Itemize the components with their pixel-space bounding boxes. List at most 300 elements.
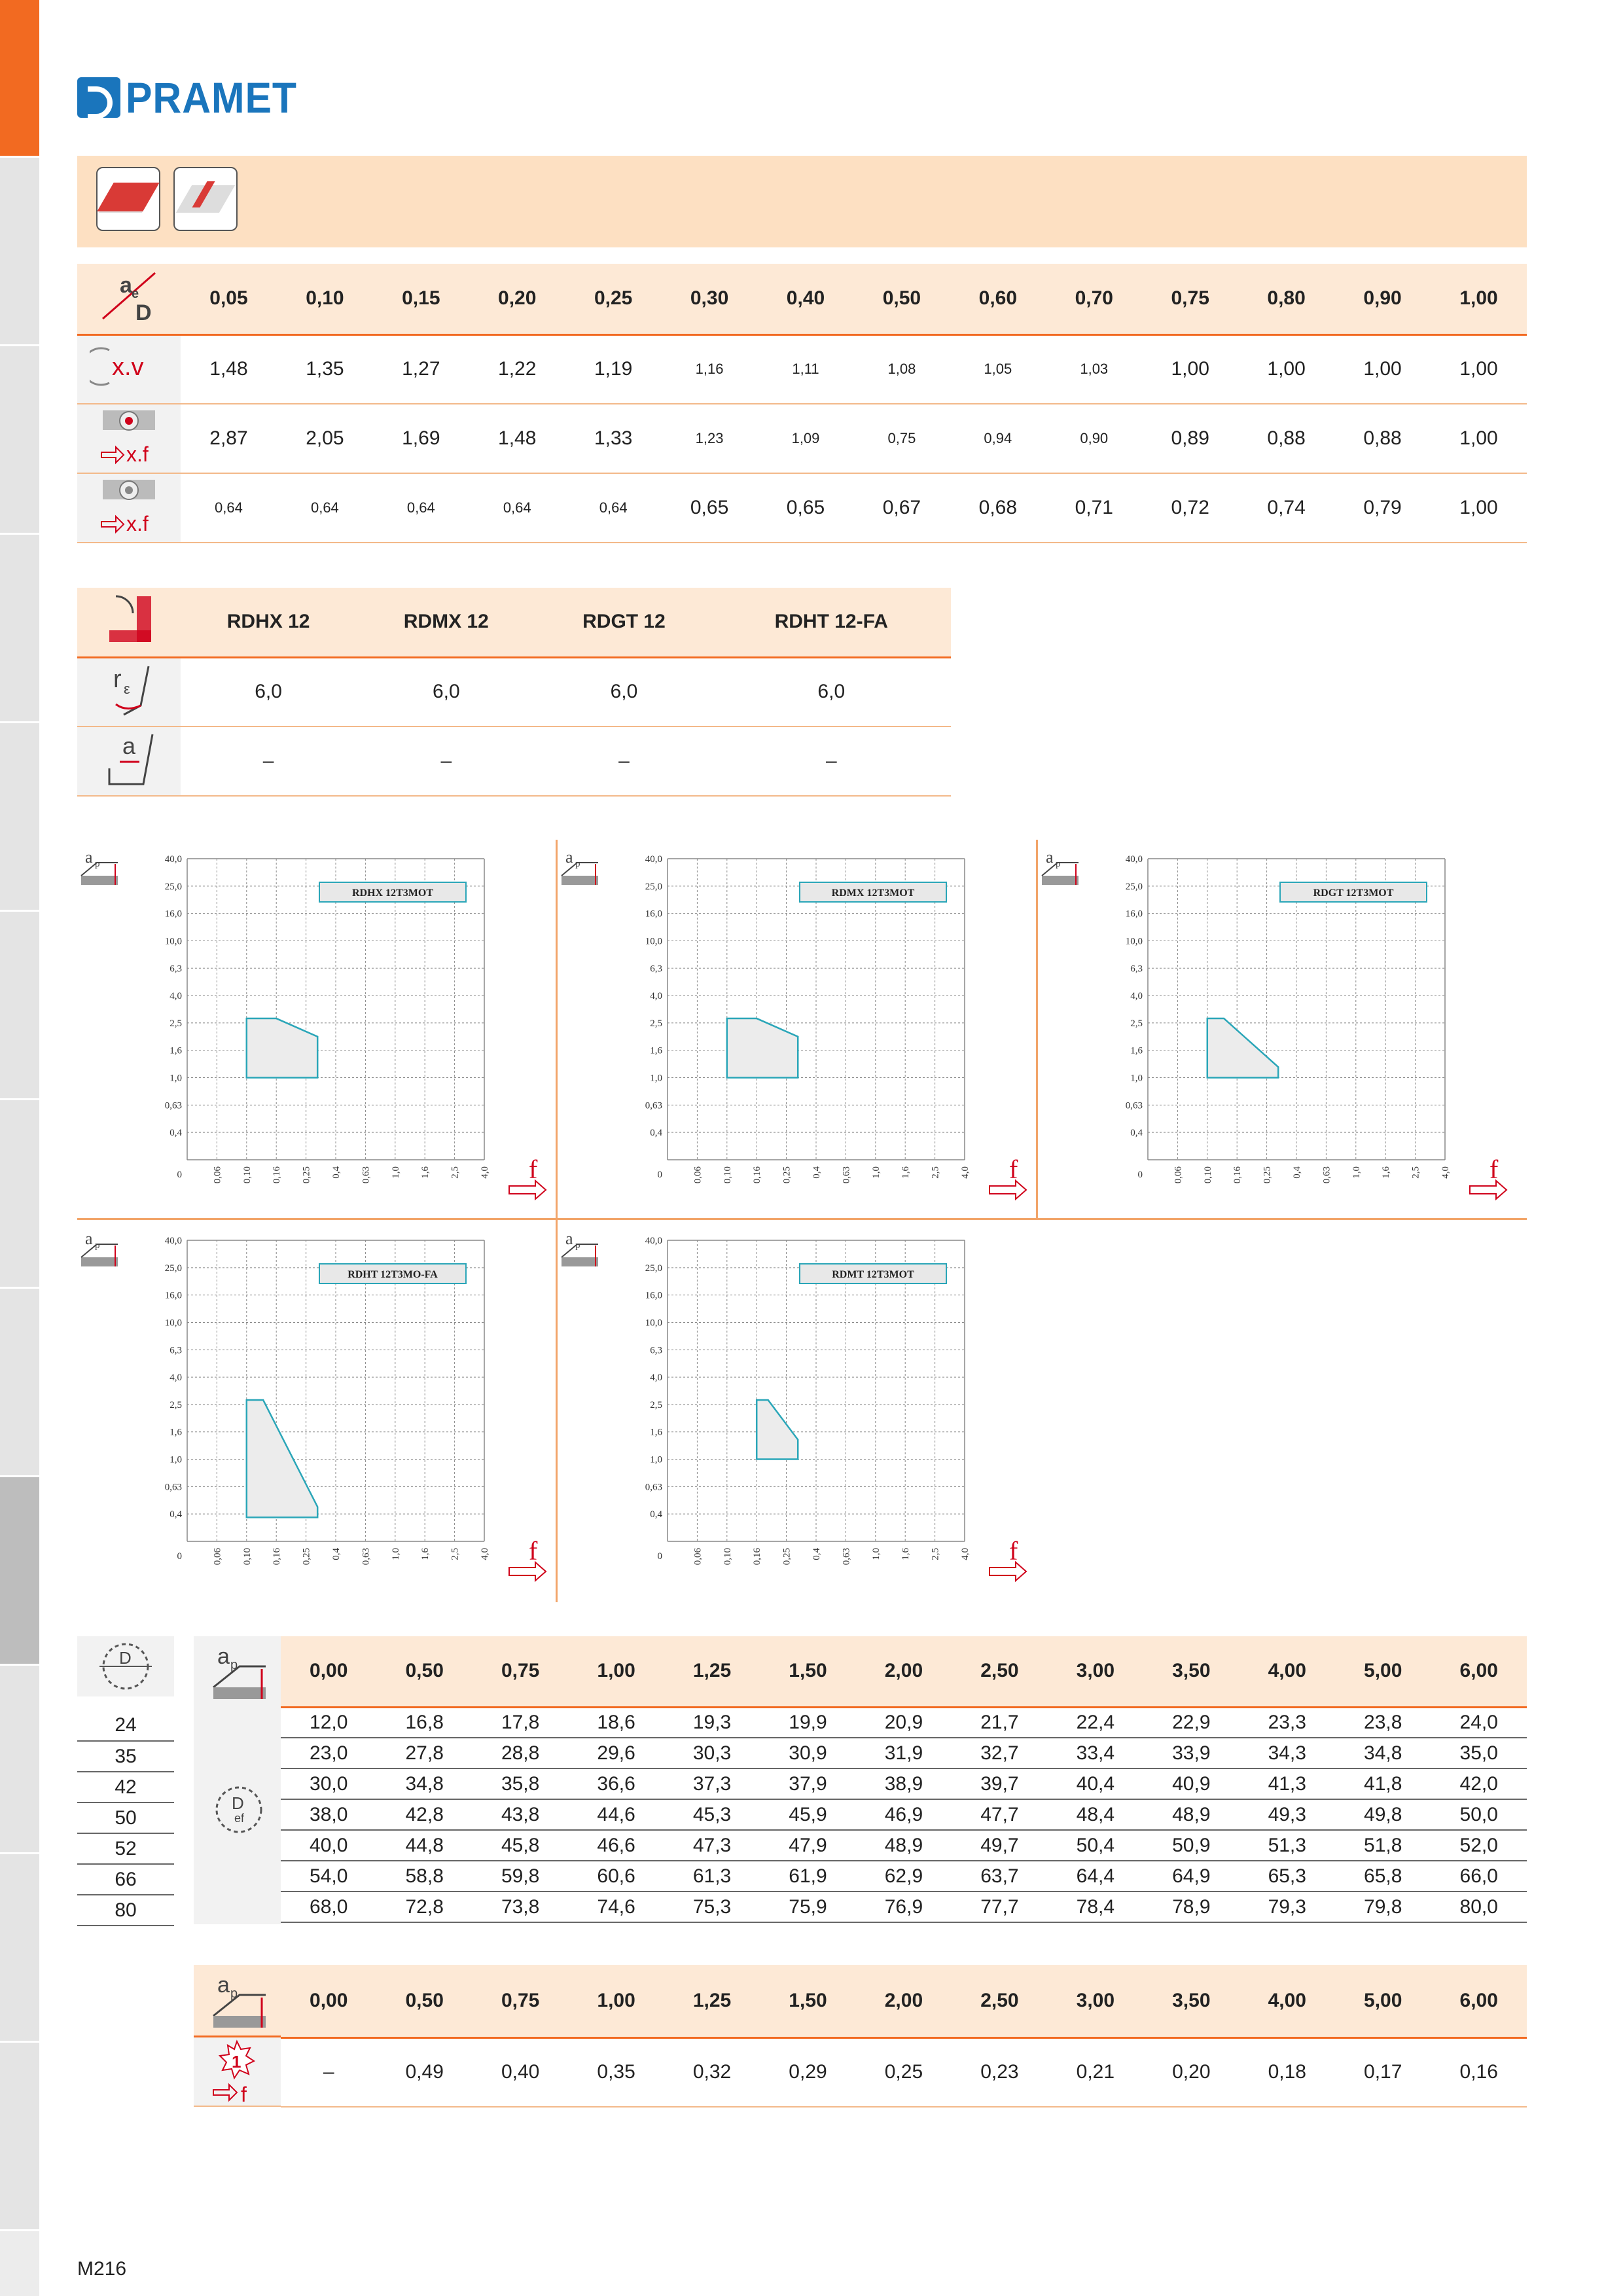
def-cell: 35,0 — [1431, 1738, 1527, 1768]
ae-ratio-header: 1,00 — [1431, 264, 1527, 334]
x-tick-label: 2,5 — [930, 1548, 941, 1560]
factor-cell: 1,48 — [181, 334, 277, 404]
factor-cell: 0,67 — [853, 473, 950, 543]
x-tick-label: 0,06 — [692, 1548, 704, 1566]
factor-cell: 0,74 — [1238, 473, 1334, 543]
y-tick-label: 16,0 — [645, 908, 662, 920]
def-cell: 61,3 — [664, 1861, 760, 1892]
x-tick-label: 0,16 — [752, 1166, 763, 1184]
side-tab[interactable] — [0, 346, 39, 535]
x-tick-label: 1,0 — [870, 1548, 882, 1560]
ap-header: 2,50 — [952, 1636, 1047, 1707]
factor-cell: 1,00 — [1334, 334, 1431, 404]
ap-header: 0,00 — [281, 1636, 376, 1707]
ap-header: 0,50 — [376, 1965, 472, 2037]
y-tick-label: 4,0 — [650, 1372, 662, 1384]
chamfer-width-icon — [77, 726, 181, 796]
diameter-icon-cell — [77, 1636, 174, 1696]
ap-header: 2,00 — [856, 1636, 952, 1707]
def-cell: 33,4 — [1048, 1738, 1143, 1768]
ap-header: 0,75 — [473, 1636, 568, 1707]
cutting-range-chart — [1038, 844, 1516, 1214]
x-tick-label: 0,63 — [841, 1166, 852, 1184]
insert-value-cell: – — [712, 726, 951, 796]
y-tick-label: 25,0 — [164, 1263, 182, 1274]
x-tick-label: 2,5 — [1410, 1166, 1421, 1179]
factor-cell: 1,19 — [565, 334, 662, 404]
def-cell: 41,8 — [1335, 1768, 1431, 1799]
x-tick-label: 0,4 — [812, 1166, 822, 1179]
x-tick-label: 0,06 — [212, 1166, 223, 1184]
x-tick-label: 0,63 — [841, 1548, 852, 1566]
svg-text:ef: ef — [234, 1812, 245, 1825]
y-tick-label: 25,0 — [645, 1263, 662, 1274]
def-cell: 22,4 — [1048, 1707, 1143, 1738]
def-cell: 47,3 — [664, 1830, 760, 1861]
factor-cell: 0,71 — [1046, 473, 1142, 543]
def-cell: 45,8 — [473, 1830, 568, 1861]
def-cell: 35,8 — [473, 1768, 568, 1799]
x-tick-label: 2,5 — [450, 1548, 461, 1560]
def-cell: 27,8 — [376, 1738, 472, 1768]
chart-grid — [187, 1240, 484, 1541]
factor-cell: 1,23 — [662, 404, 758, 473]
insert-value-cell: 6,0 — [536, 657, 711, 726]
x-axis-label: f — [1009, 1536, 1018, 1566]
factor-cell: 1,69 — [373, 404, 469, 473]
y-tick-label: 16,0 — [645, 1290, 662, 1301]
ap-header: 4,00 — [1240, 1636, 1335, 1707]
y-tick-label: 1,0 — [650, 1073, 662, 1084]
def-cell: 43,8 — [473, 1799, 568, 1830]
feed-arrow-icon — [990, 1181, 1026, 1199]
max-feed-cell: 0,35 — [568, 2037, 664, 2107]
chart-svg — [558, 1226, 1035, 1592]
factor-cell: 0,94 — [950, 404, 1046, 473]
chart-title: RDMX 12T3MOT — [831, 888, 915, 899]
def-cell: 48,9 — [856, 1830, 952, 1861]
x-tick-label: 0,06 — [692, 1166, 704, 1184]
factor-cell: 2,87 — [181, 404, 277, 473]
x-tick-label: 0,25 — [781, 1166, 793, 1184]
def-cell: 50,4 — [1048, 1830, 1143, 1861]
max-feed-cell: 0,29 — [760, 2037, 855, 2107]
page-number: M216 — [77, 2258, 127, 2280]
ap-header: 0,00 — [281, 1965, 376, 2037]
factor-cell: 1,33 — [565, 404, 662, 473]
x-tick-label: 0,06 — [212, 1548, 223, 1566]
ap-header: 3,00 — [1048, 1636, 1143, 1707]
face-milling-icon — [96, 167, 160, 231]
ap-depth-icon — [1042, 848, 1079, 885]
def-cell: 31,9 — [856, 1738, 952, 1768]
y-tick-label: 40,0 — [645, 1236, 662, 1246]
def-cell: 79,8 — [1335, 1892, 1431, 1922]
svg-text:a: a — [1046, 848, 1054, 867]
factor-cell: 1,05 — [950, 334, 1046, 404]
side-tab-active[interactable] — [0, 0, 39, 158]
def-cell: 59,8 — [473, 1861, 568, 1892]
x-tick-label: 1,0 — [390, 1548, 401, 1560]
y-tick-label: 10,0 — [645, 936, 662, 947]
side-tab[interactable] — [0, 1289, 39, 1477]
max-feed-icon — [194, 2037, 281, 2107]
side-tab[interactable] — [0, 2043, 39, 2231]
y-tick-label: 25,0 — [645, 881, 662, 892]
max-feed-cell: 0,18 — [1240, 2037, 1335, 2107]
svg-text:r: r — [113, 666, 122, 694]
def-cell: 66,0 — [1431, 1861, 1527, 1892]
y-tick-label: 6,3 — [1130, 963, 1143, 975]
x-tick-label: 2,5 — [930, 1166, 941, 1179]
y-tick-label: 1,0 — [169, 1454, 182, 1465]
cutting-range-chart — [558, 1226, 1035, 1596]
side-tab[interactable] — [0, 912, 39, 1100]
ap-header: 3,50 — [1143, 1636, 1239, 1707]
def-cell: 58,8 — [376, 1861, 472, 1892]
side-tab[interactable] — [0, 723, 39, 912]
def-cell: 34,8 — [376, 1768, 472, 1799]
chart-title: RDHX 12T3MOT — [352, 888, 433, 899]
max-feed-cell: 0,25 — [856, 2037, 952, 2107]
def-cell: 46,6 — [568, 1830, 664, 1861]
def-cell: 47,7 — [952, 1799, 1047, 1830]
y-tick-label: 1,6 — [169, 1045, 182, 1056]
def-cell: 64,9 — [1143, 1861, 1239, 1892]
y-tick-label: 1,0 — [1130, 1073, 1143, 1084]
cutting-speed-factor-icon — [77, 334, 181, 404]
svg-text:p: p — [230, 1986, 238, 2001]
def-cell: 68,0 — [281, 1892, 376, 1922]
cutting-range-chart — [77, 1226, 555, 1596]
y-tick-label: 0 — [657, 1551, 662, 1562]
def-cell: 50,9 — [1143, 1830, 1239, 1861]
recommended-range-area — [247, 1018, 317, 1077]
def-cell: 41,3 — [1240, 1768, 1335, 1799]
x-tick-label: 4,0 — [480, 1548, 490, 1560]
chart-title: RDGT 12T3MOT — [1313, 888, 1394, 899]
ap-header: 0,50 — [376, 1636, 472, 1707]
ap-depth-icon — [194, 1636, 281, 1707]
ae-ratio-header: 0,50 — [853, 264, 950, 334]
def-cell: 36,6 — [568, 1768, 664, 1799]
y-tick-label: 0 — [657, 1170, 662, 1180]
def-cell: 16,8 — [376, 1707, 472, 1738]
def-cell: 60,6 — [568, 1861, 664, 1892]
def-cell: 79,3 — [1240, 1892, 1335, 1922]
y-tick-label: 0,63 — [164, 1100, 182, 1111]
y-tick-label: 40,0 — [164, 854, 182, 865]
y-tick-label: 1,0 — [169, 1073, 182, 1084]
x-tick-label: 4,0 — [480, 1166, 490, 1179]
svg-text:p: p — [575, 1240, 580, 1251]
insert-code-header: RDHX 12 — [181, 588, 356, 657]
svg-text:1: 1 — [232, 2052, 241, 2072]
y-tick-label: 2,5 — [650, 1399, 662, 1410]
def-cell: 65,3 — [1240, 1861, 1335, 1892]
factor-cell: 1,00 — [1431, 404, 1527, 473]
y-tick-label: 10,0 — [1125, 936, 1143, 947]
def-cell: 42,8 — [376, 1799, 472, 1830]
def-cell: 40,4 — [1048, 1768, 1143, 1799]
effective-diameter-icon — [209, 1780, 268, 1839]
y-tick-label: 0,63 — [645, 1100, 662, 1111]
ap-header: 1,00 — [568, 1965, 664, 2037]
side-tab[interactable] — [0, 1100, 39, 1289]
def-cell: 72,8 — [376, 1892, 472, 1922]
x-tick-label: 0,4 — [1292, 1166, 1302, 1179]
svg-text:a: a — [85, 1229, 93, 1248]
y-tick-label: 10,0 — [645, 1318, 662, 1329]
y-tick-label: 16,0 — [164, 1290, 182, 1301]
chart-grid — [1148, 859, 1445, 1160]
def-cell: 75,3 — [664, 1892, 760, 1922]
def-cell: 20,9 — [856, 1707, 952, 1738]
chart-title-box — [800, 1264, 946, 1283]
chart-title: RDMT 12T3MOT — [832, 1269, 914, 1280]
ap-header: 5,00 — [1335, 1636, 1431, 1707]
def-cell: 22,9 — [1143, 1707, 1239, 1738]
max-feed-cell: – — [281, 2037, 376, 2107]
svg-text:a: a — [120, 273, 132, 298]
def-cell: 44,8 — [376, 1830, 472, 1861]
ae-ratio-header: 0,05 — [181, 264, 277, 334]
def-cell: 77,7 — [952, 1892, 1047, 1922]
recommended-range-area — [247, 1400, 317, 1517]
factor-cell: 1,48 — [469, 404, 565, 473]
def-cell: 45,9 — [760, 1799, 855, 1830]
def-cell: 80,0 — [1431, 1892, 1527, 1922]
ap-header: 0,75 — [473, 1965, 568, 2037]
factor-cell: 0,88 — [1334, 404, 1431, 473]
ae-ratio-header: 0,60 — [950, 264, 1046, 334]
y-tick-label: 40,0 — [645, 854, 662, 865]
factor-cell: 0,90 — [1046, 404, 1142, 473]
y-tick-label: 6,3 — [650, 1345, 662, 1356]
def-cell: 28,8 — [473, 1738, 568, 1768]
def-cell: 40,0 — [281, 1830, 376, 1861]
ap-header: 3,00 — [1048, 1965, 1143, 2037]
ap-header: 3,50 — [1143, 1965, 1239, 2037]
def-cell: 30,0 — [281, 1768, 376, 1799]
y-tick-label: 4,0 — [169, 1372, 182, 1384]
svg-text:f: f — [241, 2083, 247, 2106]
diameter-value: 80 — [77, 1895, 174, 1926]
side-tab[interactable] — [0, 158, 39, 346]
diameter-column — [77, 1710, 174, 1926]
x-tick-label: 2,5 — [450, 1166, 461, 1179]
feed-arrow-icon — [509, 1562, 546, 1581]
factor-cell: 2,05 — [277, 404, 373, 473]
factor-cell: 0,64 — [565, 473, 662, 543]
y-tick-label: 0,4 — [1130, 1128, 1143, 1139]
y-tick-label: 0,4 — [169, 1128, 182, 1139]
diameter-value: 24 — [77, 1710, 174, 1741]
diameter-value: 42 — [77, 1772, 174, 1803]
factor-cell: 0,65 — [662, 473, 758, 543]
ae-ratio-header: 0,15 — [373, 264, 469, 334]
ap-header: 4,00 — [1240, 1965, 1335, 2037]
effective-diameter-table — [281, 1636, 1527, 1923]
ae-ratio-header: 0,90 — [1334, 264, 1431, 334]
x-tick-label: 4,0 — [1440, 1166, 1451, 1179]
max-feed-cell: 0,49 — [376, 2037, 472, 2107]
x-tick-label: 0,25 — [781, 1548, 793, 1566]
svg-text:e: e — [132, 287, 139, 302]
x-tick-label: 0,16 — [272, 1548, 283, 1566]
x-tick-label: 4,0 — [960, 1548, 971, 1560]
def-cell: 62,9 — [856, 1861, 952, 1892]
side-tab[interactable] — [0, 535, 39, 723]
max-feed-cell: 0,32 — [664, 2037, 760, 2107]
ap-depth-icon — [81, 1229, 118, 1266]
x-tick-label: 0,10 — [1202, 1166, 1213, 1184]
x-tick-label: 1,0 — [870, 1166, 882, 1179]
factor-cell: 0,79 — [1334, 473, 1431, 543]
insert-code-header: RDHT 12-FA — [712, 588, 951, 657]
def-cell: 73,8 — [473, 1892, 568, 1922]
x-tick-label: 0,25 — [301, 1548, 312, 1566]
svg-text:p: p — [95, 859, 100, 869]
x-tick-label: 0,10 — [722, 1548, 733, 1566]
def-cell: 51,3 — [1240, 1830, 1335, 1861]
insert-value-cell: – — [181, 726, 356, 796]
factor-cell: 1,00 — [1431, 334, 1527, 404]
ap-header: 1,50 — [760, 1636, 855, 1707]
def-cell: 51,8 — [1335, 1830, 1431, 1861]
factor-cell: 1,11 — [758, 334, 854, 404]
factor-cell: 1,27 — [373, 334, 469, 404]
ae-ratio-header: 0,25 — [565, 264, 662, 334]
def-cell: 23,8 — [1335, 1707, 1431, 1738]
factor-cell: 1,00 — [1431, 473, 1527, 543]
x-tick-label: 0,25 — [1262, 1166, 1273, 1184]
feed-arrow-icon — [990, 1562, 1026, 1581]
chart-title-box — [319, 882, 466, 902]
def-cell: 50,0 — [1431, 1799, 1527, 1830]
svg-text:ε: ε — [124, 681, 130, 698]
y-tick-label: 25,0 — [164, 881, 182, 892]
x-tick-label: 1,6 — [901, 1166, 912, 1179]
def-cell: 17,8 — [473, 1707, 568, 1738]
profile-corner-icon — [77, 588, 181, 657]
factor-cell: 0,68 — [950, 473, 1046, 543]
def-cell: 49,3 — [1240, 1799, 1335, 1830]
ap-header: 6,00 — [1431, 1965, 1527, 2037]
factor-cell: 1,35 — [277, 334, 373, 404]
chart-grid — [187, 859, 484, 1160]
def-cell: 45,3 — [664, 1799, 760, 1830]
pramet-logo: PRAMET — [77, 76, 312, 119]
y-tick-label: 0 — [177, 1551, 182, 1562]
x-axis-label: f — [1009, 1155, 1018, 1184]
factor-cell: 1,09 — [758, 404, 854, 473]
def-cell: 18,6 — [568, 1707, 664, 1738]
x-tick-label: 0,06 — [1173, 1166, 1184, 1184]
def-cell: 21,7 — [952, 1707, 1047, 1738]
ap-header: 6,00 — [1431, 1636, 1527, 1707]
y-tick-label: 1,6 — [169, 1427, 182, 1438]
y-tick-label: 0,63 — [1125, 1100, 1143, 1111]
factor-cell: 0,65 — [758, 473, 854, 543]
y-tick-label: 4,0 — [1130, 991, 1143, 1002]
side-tab[interactable] — [0, 1666, 39, 1854]
svg-text:a: a — [217, 1973, 230, 1998]
side-tab[interactable] — [0, 1854, 39, 2043]
chart-title-box — [319, 1264, 466, 1283]
svg-text:D: D — [119, 1648, 132, 1668]
feed-factor-icon — [77, 404, 181, 473]
x-axis-label: f — [529, 1155, 538, 1184]
def-cell: 37,3 — [664, 1768, 760, 1799]
ap-header: 1,25 — [664, 1965, 760, 2037]
cutting-range-chart — [77, 844, 555, 1214]
insert-value-cell: 6,0 — [181, 657, 356, 726]
factor-cell: 0,64 — [277, 473, 373, 543]
y-tick-label: 0,4 — [650, 1128, 662, 1139]
factor-cell: 0,64 — [181, 473, 277, 543]
y-tick-label: 4,0 — [650, 991, 662, 1002]
def-cell: 19,9 — [760, 1707, 855, 1738]
x-tick-label: 0,16 — [752, 1548, 763, 1566]
ap-header: 2,00 — [856, 1965, 952, 2037]
x-tick-label: 0,63 — [1321, 1166, 1332, 1184]
ae-ratio-header: 0,40 — [758, 264, 854, 334]
chart-svg — [1038, 844, 1516, 1211]
def-cell: 32,7 — [952, 1738, 1047, 1768]
def-cell: 54,0 — [281, 1861, 376, 1892]
x-tick-label: 0,10 — [241, 1548, 253, 1566]
def-cell: 44,6 — [568, 1799, 664, 1830]
y-tick-label: 0 — [1137, 1170, 1143, 1180]
x-tick-label: 0,63 — [361, 1548, 372, 1566]
svg-text:a: a — [122, 732, 136, 759]
def-cell: 61,9 — [760, 1861, 855, 1892]
chart-title-box — [800, 882, 946, 902]
def-cell: 47,9 — [760, 1830, 855, 1861]
def-cell: 78,9 — [1143, 1892, 1239, 1922]
chart-title-box — [1280, 882, 1427, 902]
def-cell: 64,4 — [1048, 1861, 1143, 1892]
y-tick-label: 0,4 — [169, 1509, 182, 1520]
def-cell: 46,9 — [856, 1799, 952, 1830]
svg-text:p: p — [95, 1240, 100, 1251]
y-tick-label: 40,0 — [164, 1236, 182, 1246]
chart-svg — [77, 1226, 555, 1592]
ae-ratio-header: 0,30 — [662, 264, 758, 334]
x-tick-label: 1,0 — [390, 1166, 401, 1179]
y-tick-label: 10,0 — [164, 936, 182, 947]
svg-text:x.f: x.f — [126, 442, 149, 465]
chart-title: RDHT 12T3MO-FA — [348, 1269, 438, 1280]
ap-header: 2,50 — [952, 1965, 1047, 2037]
def-cell: 42,0 — [1431, 1768, 1527, 1799]
y-tick-label: 1,6 — [650, 1427, 662, 1438]
x-tick-label: 0,4 — [812, 1548, 822, 1560]
cutting-range-chart — [558, 844, 1035, 1214]
y-tick-label: 0 — [177, 1170, 182, 1180]
factor-cell: 0,75 — [853, 404, 950, 473]
chart-divider — [77, 1218, 1527, 1220]
y-tick-label: 16,0 — [164, 908, 182, 920]
y-tick-label: 4,0 — [169, 991, 182, 1002]
recommended-range-area — [757, 1400, 798, 1459]
y-tick-label: 6,3 — [169, 1345, 182, 1356]
def-cell: 76,9 — [856, 1892, 952, 1922]
svg-text:a: a — [565, 1229, 573, 1248]
insert-code-header: RDMX 12 — [356, 588, 536, 657]
side-tab-current[interactable] — [0, 1477, 39, 1666]
